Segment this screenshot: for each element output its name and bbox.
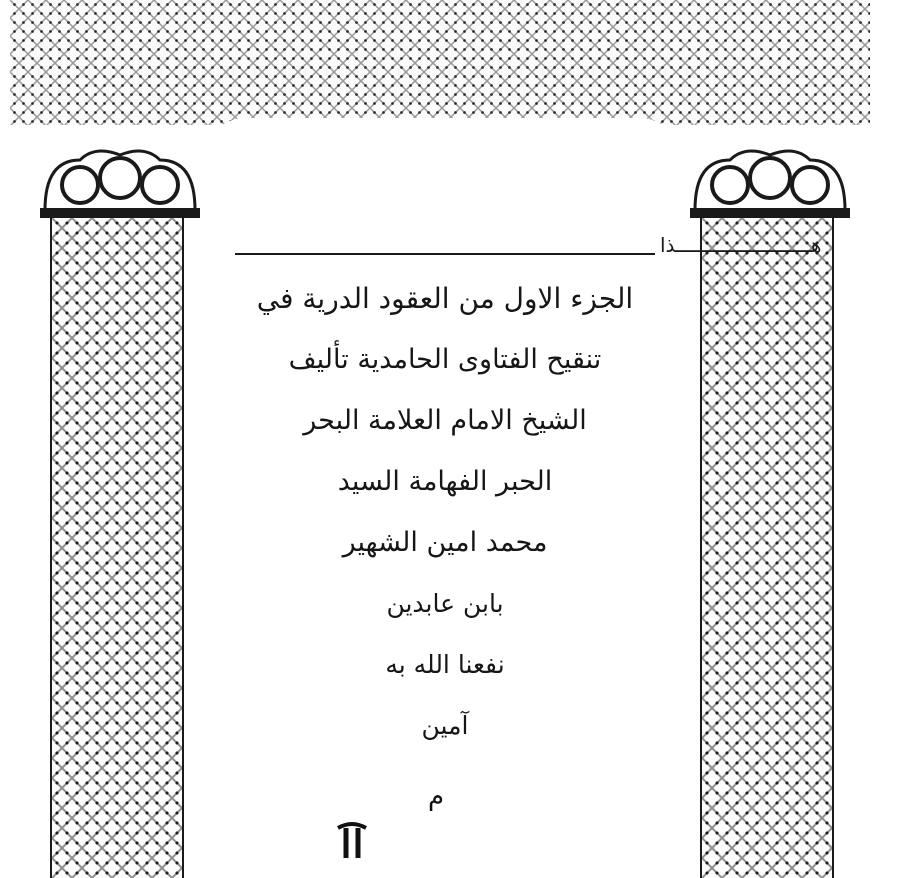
title-line: الحبر الفهامة السيد	[337, 466, 553, 497]
title-line: بابن عابدين	[386, 589, 504, 618]
left-ornamental-column	[50, 218, 184, 878]
title-line: محمد امين الشهير	[342, 527, 548, 558]
title-line: آمين	[421, 711, 469, 740]
right-column-capital	[685, 140, 855, 225]
ornamental-arch	[10, 0, 870, 125]
bottom-ornament	[332, 818, 372, 858]
right-ornamental-column	[700, 218, 834, 878]
title-block	[215, 268, 675, 756]
footer-mark: م	[428, 782, 445, 812]
title-line: تنقيح الفتاوى الحامدية تأليف	[288, 344, 602, 375]
title-line: الجزء الاول من العقود الدرية في	[256, 282, 634, 315]
title-line: الشيخ الامام العلامة البحر	[303, 405, 587, 436]
title-line: نفعنا الله به	[385, 650, 505, 679]
left-column-capital	[35, 140, 205, 225]
header-mark: هـــــــــــــــــــــــذا	[660, 233, 822, 257]
header-line	[215, 230, 822, 260]
